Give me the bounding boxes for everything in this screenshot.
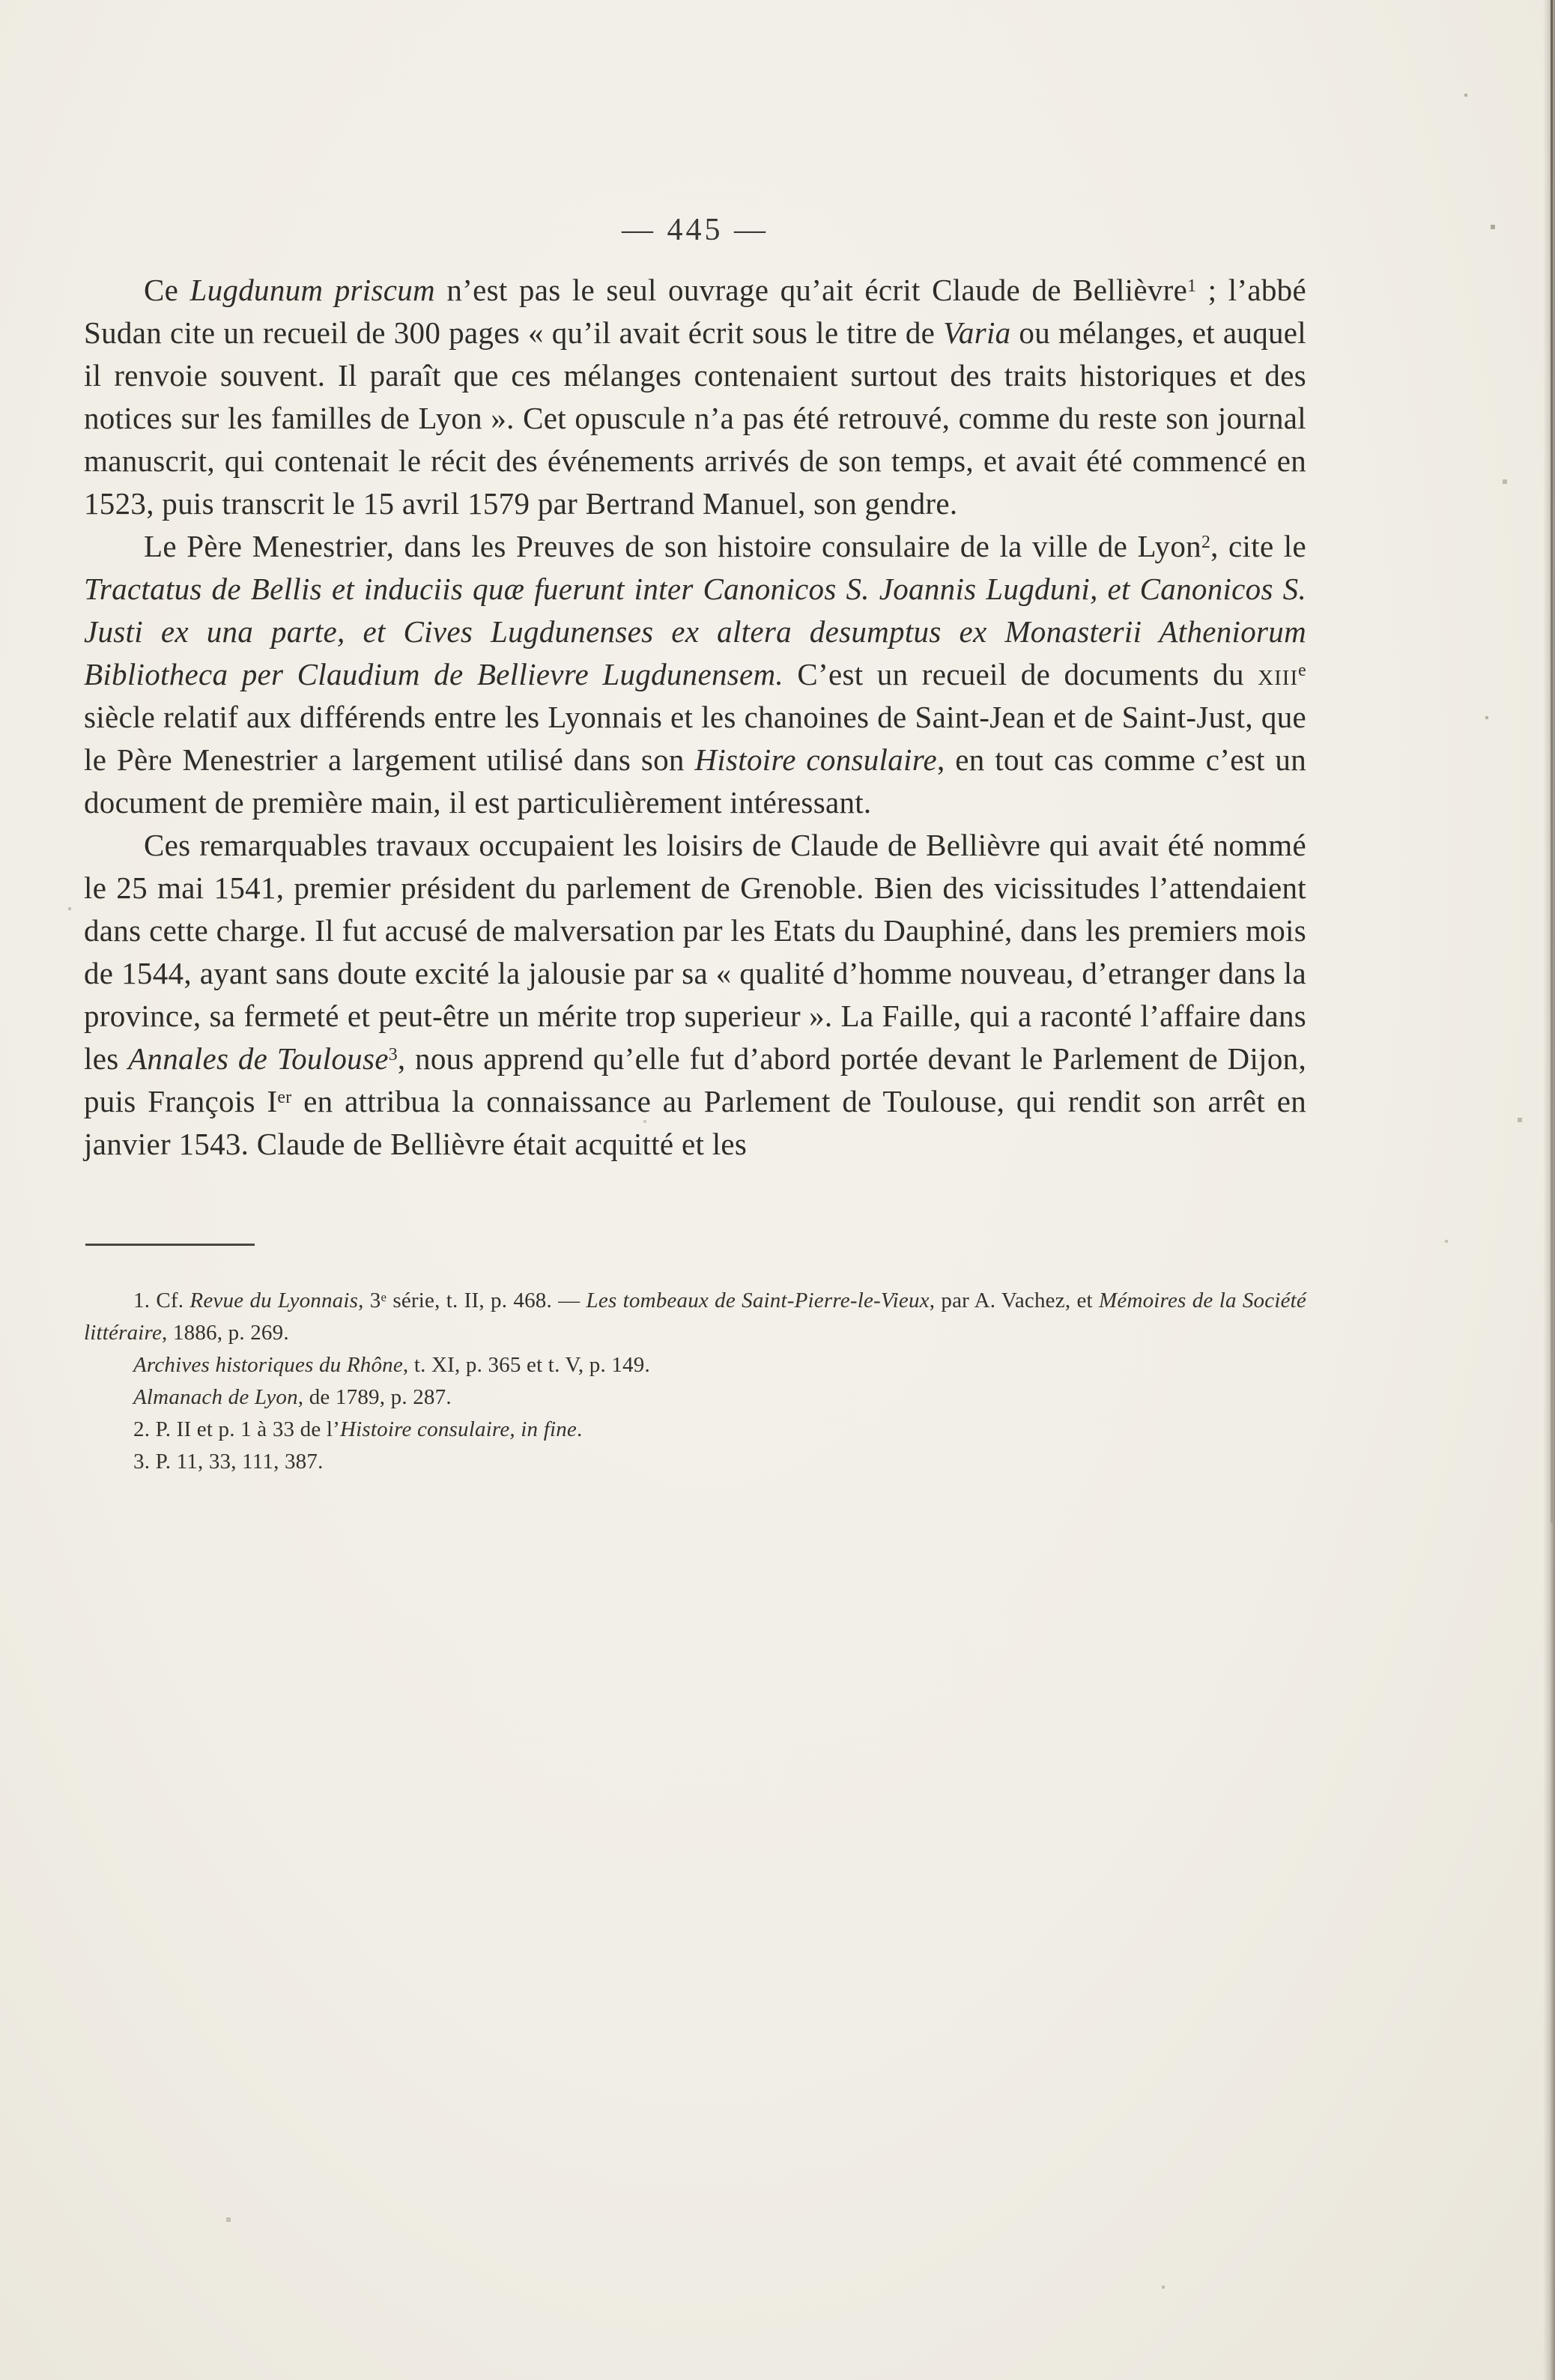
text-segment: Le Père Menestrier, dans les Preuves de son histoire consulaire de la ville de Lyon bbox=[144, 529, 1201, 563]
footnote-2 bbox=[84, 1414, 1306, 1446]
text-segment: Ces remarquables travaux occupaient les loisirs de Claude de Bellièvre qui avait été nommé le 25 mai 1541, premier président du parlement de Grenoble. Bien des vicissitudes l’attendaient dans cette charge. Il fut accusé de malversation par les Etats du Dauphiné, dans les premiers mois de 1544, ayant sans doute excité la jalousie par sa « qualité d’homme nouveau, d’etranger dans la province, sa fermeté et peut-être un mérite trop superieur ». La Faille, qui a raconté l’affaire dans les bbox=[84, 828, 1306, 1076]
text-segment: C’est un recueil de documents du bbox=[783, 657, 1258, 691]
text-segment: , 3 bbox=[358, 1289, 381, 1312]
scan-noise-specks bbox=[0, 0, 1, 1]
superscript-ref: er bbox=[277, 1088, 292, 1108]
text-segment: 2. P. II et p. 1 à 33 de l’ bbox=[133, 1417, 341, 1441]
superscript-ref: 1 bbox=[1187, 276, 1197, 297]
text-segment: Varia bbox=[943, 315, 1011, 350]
text-segment: n’est pas le seul ouvrage qu’ait écrit Claude de Bellièvre bbox=[434, 273, 1188, 307]
text-segment: , nous apprend qu’elle fut d’abord portée devant le Parlement de Dijon, puis François I bbox=[84, 1041, 1306, 1118]
superscript-ref: e bbox=[381, 1289, 387, 1304]
footnote-separator-rule bbox=[85, 1244, 255, 1246]
footnote-1-continuation-almanach bbox=[84, 1381, 1306, 1414]
text-segment: Les tombeaux de Saint-Pierre-le-Vieux bbox=[586, 1289, 930, 1312]
text-segment: Archives historiques du Rhône bbox=[133, 1353, 403, 1377]
text-segment: Mémoires de la Société littéraire bbox=[84, 1289, 1306, 1345]
text-segment: Tractatus de Bellis et induciis quæ fuerunt inter Canonicos S. Joannis Lugduni, et Canonicos S. Justi ex una parte, et Cives Lugdunenses ex altera desumptus ex Monasterii Atheniorum Bibliotheca per Claudium de Bellievre Lugdunensem. bbox=[84, 572, 1306, 691]
paragraph-3 bbox=[84, 824, 1306, 1166]
text-segment: Ce bbox=[144, 273, 190, 307]
footnote-1-continuation-archives bbox=[84, 1349, 1306, 1381]
text-segment: , de 1789, p. 287. bbox=[297, 1385, 452, 1409]
scan-edge-shadow bbox=[1543, 0, 1555, 2380]
footnotes-block bbox=[84, 1285, 1306, 1478]
text-segment: ; l’abbé Sudan cite un recueil de 300 pages « qu’il avait écrit sous le titre de bbox=[84, 273, 1306, 350]
paragraph-1 bbox=[84, 269, 1306, 525]
paragraph-2 bbox=[84, 525, 1306, 824]
text-segment: ou mélanges, et auquel il renvoie souvent. Il paraît que ces mélanges contenaient surtout des traits historiques et des notices sur les familles de Lyon ». Cet opuscule n’a pas été retrouvé, comme du reste son journal manuscrit, qui contenait le récit des événements arrivés de son temps, et avait été commencé en 1523, puis transcrit le 15 avril 1579 par Bertrand Manuel, son gendre. bbox=[84, 315, 1306, 521]
text-segment: , en tout cas comme c’est un document de première main, il est particulièrement intéressant. bbox=[84, 742, 1307, 820]
text-segment: Histoire consulaire bbox=[694, 742, 937, 777]
text-segment: 3. P. 11, 33, 111, 387. bbox=[133, 1450, 324, 1474]
text-segment: siècle relatif aux différends entre les Lyonnais et les chanoines de Saint-Jean et de Saint-Just, que le Père Menestrier a largement utilisé dans son bbox=[84, 700, 1306, 777]
text-segment: , t. XI, p. 365 et t. V, p. 149. bbox=[402, 1353, 650, 1377]
footnote-3 bbox=[84, 1446, 1306, 1478]
superscript-ref: 3 bbox=[388, 1045, 398, 1065]
page-number: — 445 — bbox=[622, 213, 769, 247]
scan-spine-edge-line bbox=[1551, 0, 1553, 1523]
superscript-ref: 2 bbox=[1201, 533, 1211, 553]
text-segment: Lugdunum priscum bbox=[190, 273, 435, 307]
text-segment: , 1886, p. 269. bbox=[162, 1321, 289, 1345]
text-segment: Histoire consulaire, in fine bbox=[340, 1417, 577, 1441]
text-segment: Almanach de Lyon bbox=[133, 1385, 298, 1409]
text-segment: , cite le bbox=[1210, 529, 1306, 563]
text-segment: , par A. Vachez, et bbox=[929, 1289, 1100, 1312]
footnote-1 bbox=[84, 1285, 1306, 1349]
text-segment: Annales de Toulouse bbox=[128, 1041, 389, 1076]
page-body bbox=[84, 269, 1306, 1166]
text-segment: . bbox=[577, 1417, 583, 1441]
superscript-ref: e bbox=[1298, 661, 1306, 681]
text-segment: série, t. II, p. 468. — bbox=[387, 1289, 586, 1312]
text-segment: en attribua la connaissance au Parlement de Toulouse, qui rendit son arrêt en janvier 1543. Claude de Bellièvre était acquitté et les bbox=[84, 1084, 1306, 1161]
text-segment: Revue du Lyonnais bbox=[190, 1289, 359, 1312]
text-segment: xiii bbox=[1258, 657, 1299, 691]
text-segment: 1. Cf. bbox=[133, 1289, 190, 1312]
